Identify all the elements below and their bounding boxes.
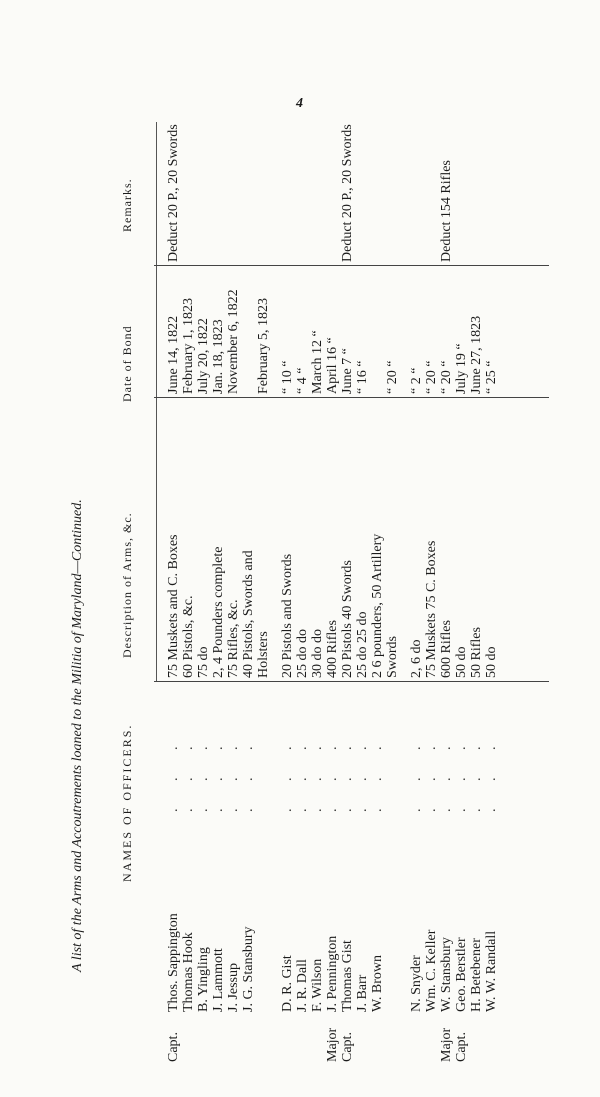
officer-name: F. Wilson bbox=[310, 958, 325, 1012]
officer-name: B. Yingling bbox=[196, 947, 211, 1012]
arms-description: 2, 4 Pounders complete bbox=[211, 546, 226, 678]
header-remarks: Remarks. bbox=[120, 178, 134, 232]
bond-date: “ 4 “ bbox=[295, 367, 310, 394]
officer-name: W. Stansbury bbox=[439, 937, 454, 1012]
officer-name: J. Pennington bbox=[325, 935, 340, 1012]
remark: Deduct 20 P., 20 Swords bbox=[340, 124, 355, 262]
bond-date: June 7 “ bbox=[340, 348, 355, 394]
officer-name: W. W. Randall bbox=[484, 930, 499, 1012]
table-row bbox=[340, 122, 355, 1062]
officer-name: Thos. Sappington bbox=[166, 913, 181, 1012]
arms-description: Swords bbox=[385, 635, 400, 678]
rotated-table-sheet bbox=[70, 122, 550, 1062]
table-row bbox=[355, 122, 370, 1062]
bond-date: February 1, 1823 bbox=[181, 297, 196, 394]
leader-dots: . . . bbox=[211, 734, 226, 812]
table-row bbox=[424, 122, 439, 1062]
table-row bbox=[439, 122, 454, 1062]
leader-dots: . . . bbox=[439, 734, 454, 812]
arms-description: 25 do 25 do bbox=[355, 611, 370, 678]
arms-description: 2, 6 do bbox=[409, 639, 424, 678]
leader-dots: . . . bbox=[196, 734, 211, 812]
bond-date: Jan. 18, 1823 bbox=[211, 319, 226, 394]
table-row bbox=[181, 122, 196, 1062]
header-rule bbox=[156, 122, 157, 682]
bond-date: “ 20 “ bbox=[424, 360, 439, 394]
leader-dots: . . . bbox=[340, 734, 355, 812]
header-names: NAMES OF OFFICERS. bbox=[120, 723, 134, 882]
officer-name: Thomas Hook bbox=[181, 932, 196, 1012]
row-spacer bbox=[400, 122, 409, 1062]
bond-date: April 16 “ bbox=[325, 337, 340, 394]
leader-dots: . . . bbox=[310, 734, 325, 812]
table-row bbox=[409, 122, 424, 1062]
table-row bbox=[280, 122, 295, 1062]
table-row bbox=[370, 122, 385, 1062]
bond-date: “ 2 “ bbox=[409, 367, 424, 394]
table-row bbox=[325, 122, 340, 1062]
leader-dots: . . . bbox=[409, 734, 424, 812]
arms-description: 60 Pistols, &c. bbox=[181, 595, 196, 678]
page-title: A list of the Arms and Accoutrements loaned to the Militia of Maryland—Continued. bbox=[70, 499, 85, 972]
arms-description: 75 Muskets and C. Boxes bbox=[166, 534, 181, 678]
table-row bbox=[196, 122, 211, 1062]
leader-dots: . . . bbox=[370, 734, 385, 812]
bond-date: June 27, 1823 bbox=[469, 315, 484, 394]
officer-name: Thomas Gist bbox=[340, 940, 355, 1012]
officer-name: J. Lammott bbox=[211, 948, 226, 1012]
arms-description: 20 Pistols and Swords bbox=[280, 553, 295, 678]
header-date: Date of Bond bbox=[120, 325, 134, 402]
leader-dots: . . . bbox=[181, 734, 196, 812]
arms-description: 400 Rifles bbox=[325, 620, 340, 678]
leader-dots: . . . bbox=[241, 734, 256, 812]
arms-description: 50 Rifles bbox=[469, 627, 484, 678]
arms-description: 50 do bbox=[454, 646, 469, 678]
table-row bbox=[385, 122, 400, 1062]
row-spacer bbox=[271, 122, 280, 1062]
bond-date: “ 16 “ bbox=[355, 360, 370, 394]
officer-name: J. G. Stansbury bbox=[241, 926, 256, 1012]
arms-description: 75 Muskets 75 C. Boxes bbox=[424, 540, 439, 678]
leader-dots: . . . bbox=[280, 734, 295, 812]
officer-rank: Capt. bbox=[454, 1032, 469, 1062]
officer-rank: Capt. bbox=[166, 1032, 181, 1062]
bond-date: July 20, 1822 bbox=[196, 318, 211, 394]
officer-name: W. Brown bbox=[370, 954, 385, 1012]
leader-dots: . . . bbox=[424, 734, 439, 812]
bond-date: February 5, 1823 bbox=[256, 297, 271, 394]
arms-description: 25 do do bbox=[295, 629, 310, 678]
arms-description: 50 do bbox=[484, 646, 499, 678]
arms-description: 75 do bbox=[196, 646, 211, 678]
arms-description: 20 Pistols 40 Swords bbox=[340, 560, 355, 678]
leader-dots: . . . bbox=[484, 734, 499, 812]
arms-description: 30 do do bbox=[310, 629, 325, 678]
bond-date: “ 10 “ bbox=[280, 360, 295, 394]
arms-description: 2 6 pounders, 50 Artillery bbox=[370, 533, 385, 678]
bond-date: March 12 “ bbox=[310, 330, 325, 394]
officer-name: N. Snyder bbox=[409, 955, 424, 1012]
bond-date: June 14, 1822 bbox=[166, 315, 181, 394]
table-row bbox=[226, 122, 241, 1062]
leader-dots: . . . bbox=[454, 734, 469, 812]
officer-rank: Major bbox=[439, 1027, 454, 1062]
table-body bbox=[166, 122, 499, 1062]
officer-name: H. Betebener bbox=[469, 938, 484, 1012]
officer-name: J. R. Dall bbox=[295, 959, 310, 1012]
table-row bbox=[211, 122, 226, 1062]
header-description: Description of Arms, &c. bbox=[120, 512, 134, 658]
leader-dots: . . . bbox=[166, 734, 181, 812]
arms-description: 40 Pistols, Swords and bbox=[241, 550, 256, 678]
officer-name: J. Barr bbox=[355, 974, 370, 1012]
bond-date: July 19 “ bbox=[454, 343, 469, 394]
arms-description: 600 Rifles bbox=[439, 620, 454, 678]
table-row bbox=[484, 122, 499, 1062]
remark: Deduct 154 Rifles bbox=[439, 160, 454, 262]
officer-name: Wm. C. Keller bbox=[424, 929, 439, 1012]
table-row bbox=[469, 122, 484, 1062]
table-row bbox=[166, 122, 181, 1062]
officer-name: J. Jessup bbox=[226, 962, 241, 1012]
bond-date: “ 20 “ bbox=[439, 360, 454, 394]
remark: Deduct 20 P., 20 Swords bbox=[166, 124, 181, 262]
table-row bbox=[310, 122, 325, 1062]
table-row bbox=[256, 122, 271, 1062]
arms-description: Holsters bbox=[256, 631, 271, 678]
table-row bbox=[454, 122, 469, 1062]
officer-name: Geo. Berstler bbox=[454, 937, 469, 1012]
officer-name: D. R. Gist bbox=[280, 955, 295, 1012]
leader-dots: . . . bbox=[355, 734, 370, 812]
table-row bbox=[295, 122, 310, 1062]
table-row bbox=[241, 122, 256, 1062]
leader-dots: . . . bbox=[295, 734, 310, 812]
table-header bbox=[120, 122, 156, 1062]
leader-dots: . . . bbox=[325, 734, 340, 812]
leader-dots: . . . bbox=[469, 734, 484, 812]
leader-dots: . . . bbox=[226, 734, 241, 812]
bond-date: “ 20 “ bbox=[385, 360, 400, 394]
officer-rank: Capt. bbox=[340, 1032, 355, 1062]
officer-rank: Major bbox=[325, 1027, 340, 1062]
page-number: 4 bbox=[296, 96, 303, 111]
arms-description: 75 Rifles, &c. bbox=[226, 599, 241, 678]
bond-date: “ 25 “ bbox=[484, 360, 499, 394]
bond-date: November 6, 1822 bbox=[226, 289, 241, 394]
